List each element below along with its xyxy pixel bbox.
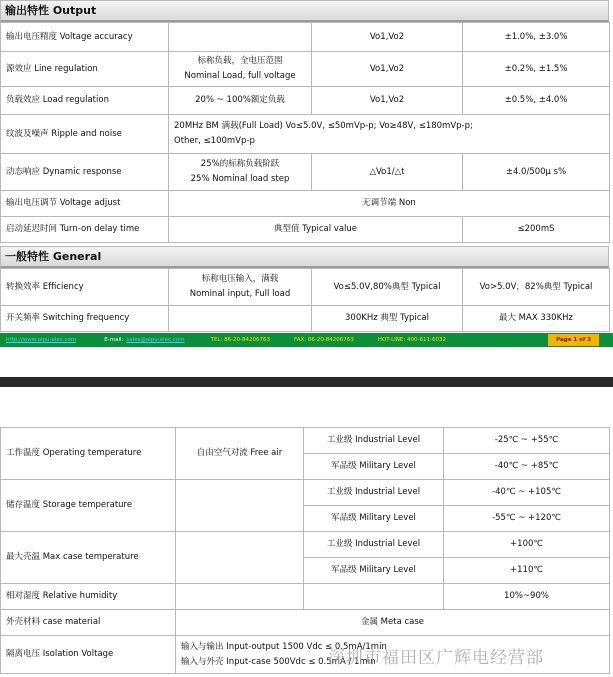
row-condition (176, 480, 304, 532)
footer-bar (0, 333, 613, 347)
page-1 (0, 0, 613, 332)
row-label: 负载效应 Load regulation (1, 87, 169, 115)
page-2 (0, 427, 613, 674)
table-row (1, 154, 610, 191)
row-condition: 标称电压输入，满载 Nominal input, Full load (169, 269, 312, 306)
row-value: -55℃ ~ +120℃ (444, 506, 610, 532)
row-condition: 标称负载，全电压范围 Nominal Load, full voltage (169, 52, 312, 87)
table-row (1, 269, 610, 306)
row-value: 无调节端 Non (169, 191, 610, 217)
row-output: Vo≤5.0V,80%典型 Typical (312, 269, 463, 306)
row-value: ±4.0/500μ s% (463, 154, 610, 191)
grade-label: 军品级 Military Level (304, 558, 444, 584)
row-label: 相对湿度 Relative humidity (1, 584, 176, 610)
row-output: Vo1,Vo2 (312, 52, 463, 87)
general-table (0, 268, 610, 332)
grade-label: 工业级 Industrial Level (304, 480, 444, 506)
row-label: 转换效率 Efficiency (1, 269, 169, 306)
output-section-title: 输出特性 Output (0, 0, 609, 22)
row-label: 隔离电压 Isolation Voltage (1, 636, 176, 674)
page-separator (0, 377, 613, 387)
row-output: 300KHz 典型 Typical (312, 306, 463, 332)
row-condition: 20% ~ 100%额定负载 (169, 87, 312, 115)
row-condition: 自由空气对流 Free air (176, 428, 304, 480)
row-label: 纹波及噪声 Ripple and noise (1, 115, 169, 154)
row-value: -25℃ ~ +55℃ (444, 428, 610, 454)
row-label: 储存温度 Storage temperature (1, 480, 176, 532)
row-condition: 典型值 Typical value (169, 217, 463, 243)
page-number: Page 1 of 3 (548, 334, 599, 346)
row-value: ≤200mS (463, 217, 610, 243)
grade-label: 工业级 Industrial Level (304, 428, 444, 454)
environment-table (0, 427, 610, 674)
table-row (1, 584, 610, 610)
watermark-text: 深圳市福田区广辉电经营部 (328, 648, 544, 668)
isolation-spec: 输入与输出 Input-output 1500 Vdc ≤ 0.5mA/1min 输入与外壳 Input-case 500Vdc ≤ 0.5mA / 1min (176, 636, 610, 674)
email-label: E-mail: (104, 337, 124, 343)
table-row (1, 610, 610, 636)
row-value: 10%~90% (444, 584, 610, 610)
row-label: 启动延迟时间 Turn-on delay time (1, 217, 169, 243)
row-label: 工作温度 Operating temperature (1, 428, 176, 480)
row-condition: 25%的标称负载阶跃 25% Nominal load step (169, 154, 312, 191)
output-table (0, 22, 610, 243)
website-link[interactable]: http://www.aipu-elec.com (6, 337, 77, 343)
row-value: -40℃ ~ +105℃ (444, 480, 610, 506)
ripple-spec: 20MHz BM 满载(Full Load) Vo≤5.0V, ≤50mVp-p; Vo≥48V, ≤180mVp-p; Other, ≤100mVp-p (169, 115, 610, 154)
row-value: 金属 Meta case (176, 610, 610, 636)
table-row (1, 306, 610, 332)
fax-text: FAX: 86-20-84206763 (294, 337, 354, 343)
tel-text: TEL: 86-20-84206763 (210, 337, 271, 343)
row-label: 动态响应 Dynamic response (1, 154, 169, 191)
email-link[interactable]: sales@aipu-elec.com (126, 337, 185, 343)
row-label: 开关频率 Switching frequency (1, 306, 169, 332)
table-row (1, 217, 610, 243)
grade-label: 军品级 Military Level (304, 454, 444, 480)
row-label: 最大壳温 Max case temperature (1, 532, 176, 584)
row-condition (169, 23, 312, 52)
row-value: 最大 MAX 330KHz (463, 306, 610, 332)
row-value: -40℃ ~ +85℃ (444, 454, 610, 480)
row-value: ±1.0%, ±3.0% (463, 23, 610, 52)
row-value: +100℃ (444, 532, 610, 558)
row-output: Vo1,Vo2 (312, 87, 463, 115)
row-value: ±0.5%, ±4.0% (463, 87, 610, 115)
table-row (1, 23, 610, 52)
row-output: △Vo1/△t (312, 154, 463, 191)
general-section-title: 一般特性 General (0, 246, 609, 268)
table-row (1, 191, 610, 217)
row-label: 输出电压调节 Voltage adjust (1, 191, 169, 217)
table-row (1, 428, 610, 454)
table-row (1, 636, 610, 674)
table-row (1, 532, 610, 558)
row-output (304, 584, 444, 610)
row-condition (176, 532, 304, 584)
row-condition (169, 306, 312, 332)
row-value: +110℃ (444, 558, 610, 584)
table-row (1, 52, 610, 87)
row-value: ±0.2%, ±1.5% (463, 52, 610, 87)
row-condition (176, 584, 304, 610)
table-row (1, 480, 610, 506)
grade-label: 军品级 Military Level (304, 506, 444, 532)
row-label: 输出电压精度 Voltage accuracy (1, 23, 169, 52)
hotline-text: HOT-LINE: 400-611-6032 (377, 337, 446, 343)
table-row (1, 115, 610, 154)
row-output: Vo1,Vo2 (312, 23, 463, 52)
row-label: 源效应 Line regulation (1, 52, 169, 87)
table-row (1, 87, 610, 115)
row-label: 外壳材料 case material (1, 610, 176, 636)
grade-label: 工业级 Industrial Level (304, 532, 444, 558)
row-value: Vo>5.0V，82%典型 Typical (463, 269, 610, 306)
